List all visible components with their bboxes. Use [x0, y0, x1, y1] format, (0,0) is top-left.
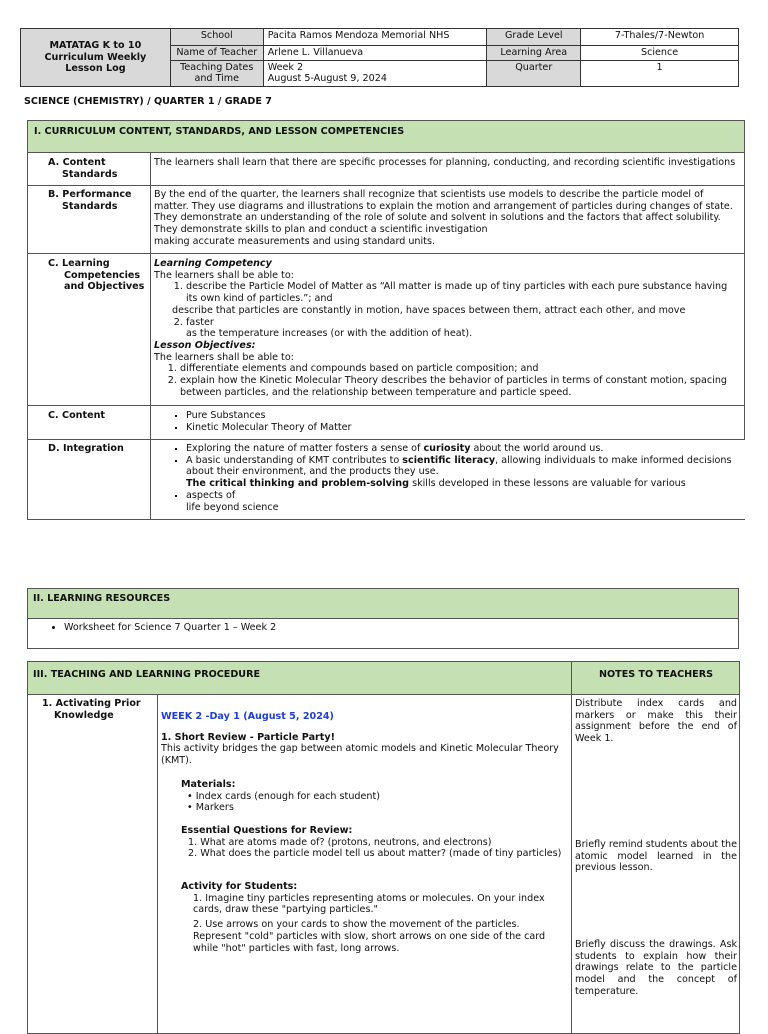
section2-header	[27, 588, 739, 619]
content-item-2: ▪ Kinetic Molecular Theory of Matter	[186, 422, 740, 434]
competencies-text	[154, 258, 740, 398]
row-performance-standards	[27, 186, 745, 254]
int2-pre: A basic understanding of KMT contributes to	[186, 454, 403, 466]
section2-title: II. LEARNING RESOURCES	[33, 593, 171, 604]
int1-bold: curiosity	[423, 443, 471, 454]
lo-item-1: 1. differentiate elements and compounds based on particle composition; and	[180, 363, 740, 375]
area-value: Science	[581, 46, 739, 61]
int2-bold: scientific literacy	[402, 454, 496, 466]
row-integration	[27, 440, 745, 520]
review-title: 1. Short Review - Particle Party!	[161, 731, 335, 743]
resource-item: • Worksheet for Science 7 Quarter 1 – Week 2	[64, 622, 738, 634]
int1-pre: Exploring the nature of matter fosters a sense of	[186, 443, 424, 454]
lc-list	[154, 281, 740, 340]
lc-item-1-text: describe the Particle Model of Matter as “All matter is made up of tiny particles with each pure substance having its own kind of particles.”; and	[186, 281, 728, 305]
performance-label: B. Performance Standards	[48, 189, 132, 212]
section1-title: I. CURRICULUM CONTENT, STANDARDS, AND LESSON COMPETENCIES	[34, 126, 405, 137]
activity-label: Activity for Students:	[181, 881, 298, 893]
activity-item-2: 2. Use arrows on your cards to show the movement of the particles. Represent "cold" particles with slow, short arrows on one side of the card while "hot" particles with fast, long arrows.	[193, 919, 546, 954]
review-text-2: (KMT).	[161, 755, 192, 767]
eq-item-2: 2. What does the particle model tell us about matter? (made of tiny particles)	[188, 848, 562, 860]
notes-column	[575, 698, 737, 745]
procedure-column	[161, 711, 567, 954]
content-list	[154, 410, 740, 433]
eq-item-1: 1. What are atoms made of? (protons, neutrons, and electrons)	[188, 836, 492, 848]
int4-cont: life beyond science	[186, 501, 279, 513]
lc-item-1-cont: describe that particles are constantly in motion, have spaces between them, attract each other, and move	[172, 304, 686, 316]
row-competencies	[27, 254, 745, 406]
lc-item-1	[172, 281, 740, 316]
section3-header	[27, 661, 740, 695]
area-label: Learning Area	[487, 46, 581, 61]
section2-body	[27, 618, 739, 649]
performance-paragraph-2: making accurate measurements and using standard units.	[154, 235, 435, 247]
content-standards-label: A. Content Standards	[48, 157, 118, 180]
resources-list	[28, 622, 738, 634]
performance-paragraph: By the end of the quarter, the learners shall recognize that scientists use models to describe the particle model of matter. They use diagrams and illustrations to explain the motion and arrangement of particles during changes of state. They demonstrate an understanding of the role of solute and solvent in solutions and the factors that affect solubility. They demonstrate skills to plan and conduct a scientific investigation	[154, 189, 733, 236]
lesson-log-title: MATATAG K to 10 Curriculum Weekly Lesson Log	[21, 29, 171, 87]
performance-text	[154, 189, 740, 248]
dates-range: August 5-August 9, 2024	[267, 73, 387, 85]
row-content	[27, 406, 745, 440]
note-2: Briefly remind students about the atomic model learned in the previous lesson.	[575, 839, 737, 874]
header-table	[20, 28, 739, 87]
row-content-standards	[27, 153, 745, 186]
int3-post: skills developed in these lessons are valuable for various	[409, 478, 686, 490]
int2-post: , allowing individuals to make informed decisions about their environment, and the products they use.	[186, 454, 732, 478]
lo-intro: The learners shall be able to:	[154, 351, 294, 363]
lc-intro: The learners shall be able to:	[154, 269, 294, 281]
teacher-label: Name of Teacher	[170, 46, 263, 61]
lc-item-2-text: faster	[186, 316, 214, 328]
note-3: Briefly discuss the drawings. Ask students to explain how their drawings relate to the particle model and the concept of temperature.	[575, 939, 737, 997]
day-heading: WEEK 2 -Day 1 (August 5, 2024)	[161, 711, 334, 722]
grade-label: Grade Level	[487, 29, 581, 46]
content-label: C. Content	[48, 410, 105, 421]
integration-item-2	[186, 455, 740, 490]
content-item-1: ▪ Pure Substances	[186, 410, 740, 422]
materials-label: Materials:	[181, 778, 236, 790]
dates-value	[263, 60, 487, 86]
teacher-value: Arlene L. Villanueva	[263, 46, 487, 61]
note-1: Distribute index cards and markers or make this their assignment before the end of Week 1.	[575, 698, 737, 745]
grade-value: 7-Thales/7-Newton	[581, 29, 739, 46]
lc-item-2	[186, 317, 740, 340]
notes-title: NOTES TO TEACHERS	[598, 669, 713, 680]
review-text: This activity bridges the gap between atomic models and Kinetic Molecular Theory	[161, 743, 559, 755]
int4: aspects of	[186, 489, 236, 501]
dates-label: Teaching Dates and Time	[170, 60, 263, 86]
notes-column-3	[575, 939, 737, 998]
school-label: School	[170, 29, 263, 46]
competencies-label: C. Learning Competencies and Objectives	[48, 258, 145, 293]
activity-item-1: 1. Imagine tiny particles representing atoms or molecules. On your index cards, draw these "partying particles."	[193, 892, 545, 916]
dates-week: Week 2	[267, 61, 304, 73]
material-item-2: • Markers	[187, 802, 234, 814]
lo-list	[154, 363, 740, 398]
row1-label: 1. Activating Prior Knowledge	[42, 698, 141, 721]
quarter-value: 1	[581, 60, 739, 86]
content-standards-text: The learners shall learn that there are specific processes for planning, conducting, and recording scientific investigations	[154, 157, 736, 168]
integration-list	[154, 443, 740, 513]
quarter-label: Quarter	[487, 60, 581, 86]
integration-item-1	[186, 443, 740, 455]
int1-post: about the world around us.	[470, 443, 604, 454]
lo-heading: Lesson Objectives:	[154, 339, 256, 351]
section3-body	[27, 694, 740, 1034]
lc-heading: Learning Competency	[154, 258, 272, 269]
lc-item-2-cont: as the temperature increases (or with the addition of heat).	[186, 328, 473, 340]
subject-line: SCIENCE (CHEMISTRY) / QUARTER 1 / GRADE 7	[24, 96, 272, 107]
section1-header	[27, 120, 745, 153]
school-value: Pacita Ramos Mendoza Memorial NHS	[263, 29, 487, 46]
content-list-wrap	[154, 410, 740, 433]
notes-column-2	[575, 839, 737, 874]
section3-title: III. TEACHING AND LEARNING PROCEDURE	[33, 669, 261, 680]
integration-label: D. Integration	[48, 443, 124, 454]
eq-label: Essential Questions for Review:	[181, 824, 353, 836]
integration-text	[154, 443, 740, 513]
lo-item-2: 2. explain how the Kinetic Molecular Theory describes the behavior of particles in terms of constant motion, spacing between particles, and the relationship between temperature and particle speed.	[180, 375, 740, 398]
integration-item-3	[186, 490, 740, 513]
int3-bold: The critical thinking and problem-solving	[186, 478, 410, 490]
material-item-1: • Index cards (enough for each student)	[187, 790, 380, 802]
